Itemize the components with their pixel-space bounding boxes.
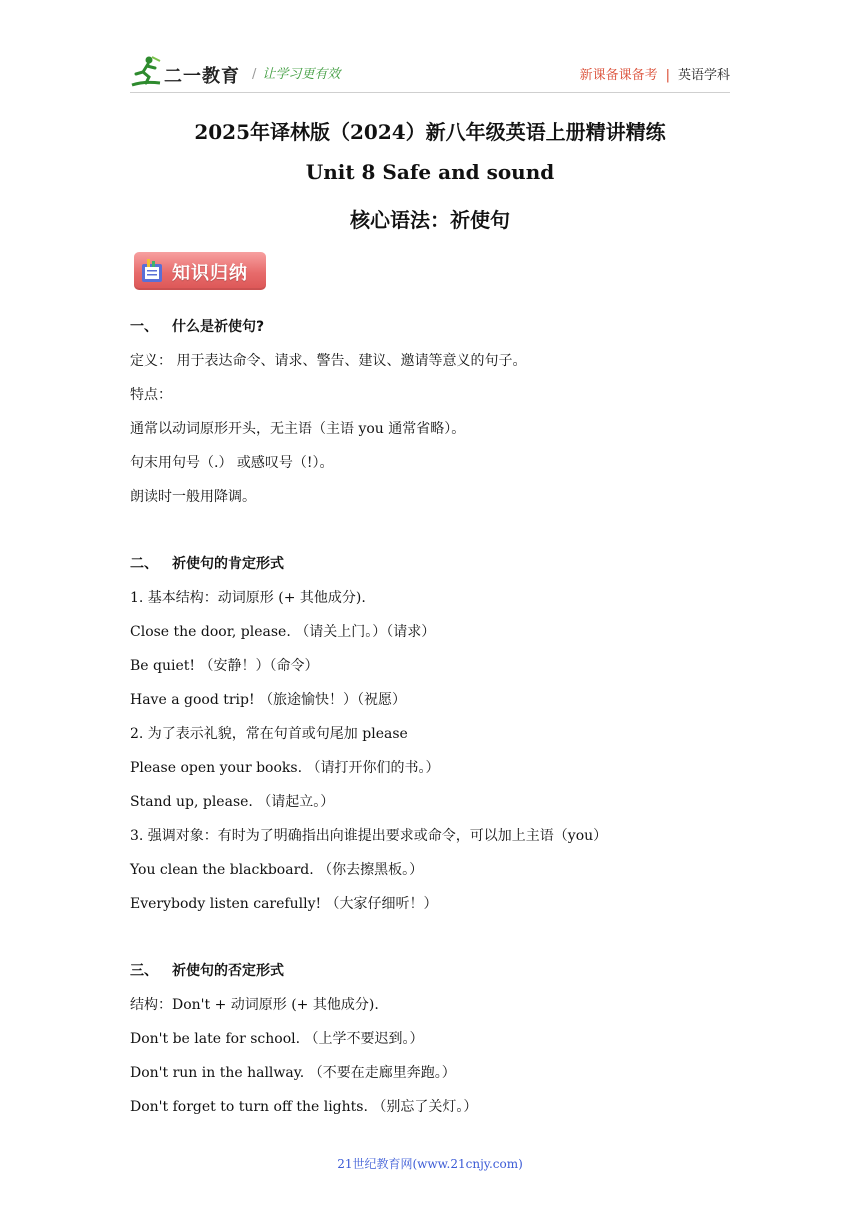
header-slogan: [252, 63, 340, 82]
section-number: 三、: [130, 963, 158, 979]
section-heading-1: [130, 316, 264, 336]
body-line: Don't run in the hallway. （不要在走廊里奔跑。）: [130, 1065, 456, 1081]
page-footer: 21世纪教育网(www.21cnjy.com): [337, 1157, 523, 1171]
header-subject: 英语学科: [677, 68, 730, 83]
section-number: 一、: [130, 319, 158, 335]
document-title: 2025年译林版（2024）新八年级英语上册精讲精练: [194, 120, 666, 144]
section-heading-2: [130, 553, 284, 573]
body-line: 定义： 用于表达命令、请求、警告、建议、邀请等意义的句子。: [130, 353, 527, 369]
header-divider-line: [130, 92, 730, 93]
body-line: 2. 为了表示礼貌，常在句首或句尾加 please: [130, 726, 408, 742]
unit-title: Unit 8 Safe and sound: [305, 160, 555, 184]
section-heading-3: [130, 960, 284, 980]
body-line: 朗读时一般用降调。: [130, 489, 256, 505]
body-line: 1. 基本结构：动词原形 (+ 其他成分).: [130, 590, 366, 606]
runner-logo-icon: [130, 55, 162, 89]
body-line: Don't forget to turn off the lights. （别忘了关灯。）: [130, 1099, 478, 1115]
body-line: 通常以动词原形开头，无主语（主语 you 通常省略）。: [130, 421, 466, 437]
slogan-separator: /: [252, 67, 257, 82]
topic-title: 核心语法：祈使句: [350, 208, 510, 232]
section-title: 祈使句的否定形式: [172, 963, 284, 979]
slogan-text: 让学习更有效: [262, 67, 341, 82]
body-line: 句末用句号（.） 或感叹号（!）。: [130, 455, 334, 471]
section-number: 二、: [130, 556, 158, 572]
body-line: You clean the blackboard. （你去擦黑板。）: [130, 862, 424, 878]
body-line: Stand up, please. （请起立。）: [130, 794, 335, 810]
page-header: [130, 54, 730, 92]
logo-text: 二一教育: [164, 66, 240, 87]
header-divider: |: [665, 68, 670, 83]
body-line: 特点：: [130, 387, 172, 403]
body-line: Have a good trip! （旅途愉快！）（祝愿）: [130, 692, 407, 708]
logo: [130, 54, 250, 90]
body-line: Be quiet! （安静！）（命令）: [130, 658, 319, 674]
header-course-label: 新课备课备考: [579, 68, 658, 83]
header-right: [580, 64, 730, 83]
body-line: Please open your books. （请打开你们的书。）: [130, 760, 440, 776]
badge-label: 知识归纳: [172, 263, 248, 284]
knowledge-summary-badge: [134, 252, 266, 290]
body-line: Don't be late for school. （上学不要迟到。）: [130, 1031, 424, 1047]
body-line: 结构：Don't + 动词原形 (+ 其他成分).: [130, 997, 379, 1013]
book-icon: [140, 258, 164, 284]
section-title: 祈使句的肯定形式: [172, 556, 284, 572]
section-title: 什么是祈使句?: [172, 319, 265, 335]
body-line: 3. 强调对象：有时为了明确指出向谁提出要求或命令，可以加上主语（you）: [130, 828, 608, 844]
body-line: Close the door, please. （请关上门。）（请求）: [130, 624, 436, 640]
body-line: Everybody listen carefully! （大家仔细听！）: [130, 896, 438, 912]
